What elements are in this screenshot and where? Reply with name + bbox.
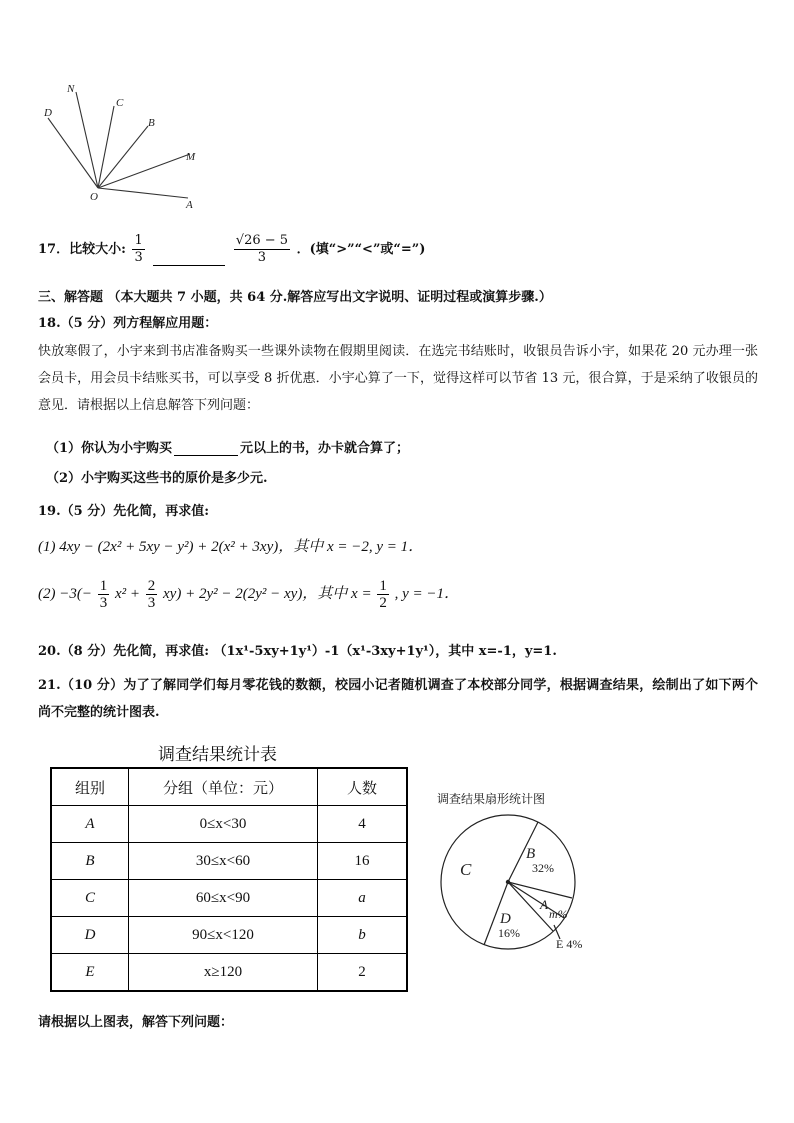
cell-group: C [51,880,129,917]
table-row [51,954,407,992]
cell-count: 16 [318,843,408,880]
cell-count: a [318,880,408,917]
pie-label-E: E 4% [556,937,583,951]
header-range: 分组（单位：元） [129,768,318,806]
cell-range: 30≤x<60 [129,843,318,880]
fraction-1: $\frac{1}{3}$ [134,233,143,265]
pie-title: 调查结果扇形统计图 [437,792,546,806]
question-19-part2: (2) −3(− $\frac{1}{3}$ x² + $\frac{2}{3}$ xy) + 2y² − 2(2y² − xy)，其中 x = $\frac{1}{2}$ , y = −1． [38,578,459,611]
cell-count: 2 [318,954,408,992]
angle-figure [30,78,220,218]
label-M: M [186,151,196,163]
cell-range: 90≤x<120 [129,917,318,954]
question-18-sub2: （2）小宇购买这些书的原价是多少元. [46,471,268,486]
question-20: 20.（8 分）先化简，再求值: （1x¹-5xy+1y¹）-1（x¹-3xy+1y¹），其中 x=-1，y=1. [38,644,557,659]
answer-blank-17[interactable] [153,251,225,266]
pie-label-A: A [540,897,548,912]
label-A: A [186,199,193,211]
question-19-head: 19.（5 分）先化简，再求值: [38,504,209,519]
cell-range: 60≤x<90 [129,880,318,917]
header-group: 组别 [51,768,129,806]
cell-group: A [51,806,129,843]
question-17: 17．比较大小: $\frac{1}{3}$ $\frac{√26 - 5}{3}$ ．(填“>”“<”或“=”) [38,233,426,265]
question-21-body: 21.（10 分）为了了解同学们每月零花钱的数额，校园小记者随机调查了本校部分同学，根据调查结果，绘制出了如下两个尚不完整的统计图表. [38,678,758,720]
question-18-head: 18.（5 分）列方程解应用题： [38,316,218,331]
answer-blank-18[interactable] [174,441,238,456]
cell-range: x≥120 [129,954,318,992]
label-N: N [67,83,75,95]
fraction-2: $\frac{√26 - 5}{3}$ [235,233,289,265]
label-B: B [148,117,155,129]
header-count: 人数 [318,768,408,806]
table-row [51,843,407,880]
table-header-row [51,768,407,806]
question-19-part1: (1) 4xy − (2x² + 5xy − y²) + 2(x² + 3xy)，其中 x = −2, y = 1． [38,539,424,555]
pie-label-D: D [500,911,511,927]
question-18-body: 快放寒假了，小宇来到书店准备购买一些课外读物在假期里阅读．在选完书结账时，收银员告诉小宇，如果花 20 元办理一张会员卡，用会员卡结账买书，可以享受 8 折优惠．小宇心算了一下，觉得这样可以节省 13 元，很合算，于是采纳了收银员的意见．请根据以上信息解答下列问题： [38,344,758,413]
pie-label-B: B [526,846,536,862]
footer-instruction: 请根据以上图表，解答下列问题： [38,1015,234,1030]
pie-label-C: C [460,860,472,879]
cell-count: b [318,917,408,954]
table-row [51,880,407,917]
pie-label-m: m% [549,907,568,921]
table-title: 调查结果统计表 [158,745,277,765]
question-18-sub1: （1）你认为小宇购买 元以上的书，办卡就合算了； [46,441,410,456]
label-C: C [116,97,124,109]
label-O: O [90,191,98,203]
cell-group: E [51,954,129,992]
cell-group: B [51,843,129,880]
table-row [51,806,407,843]
label-D: D [44,107,52,119]
cell-range: 0≤x<30 [129,806,318,843]
pie-chart [436,808,606,958]
table-row [51,917,407,954]
stat-table [50,767,408,992]
pie-label-B-pct: 32% [532,861,554,875]
pie-label-D-pct: 16% [498,926,520,940]
section-heading: 三、解答题 （本大题共 7 小题，共 64 分.解答应写出文字说明、证明过程或演算步骤.） [38,290,552,305]
cell-count: 4 [318,806,408,843]
cell-group: D [51,917,129,954]
